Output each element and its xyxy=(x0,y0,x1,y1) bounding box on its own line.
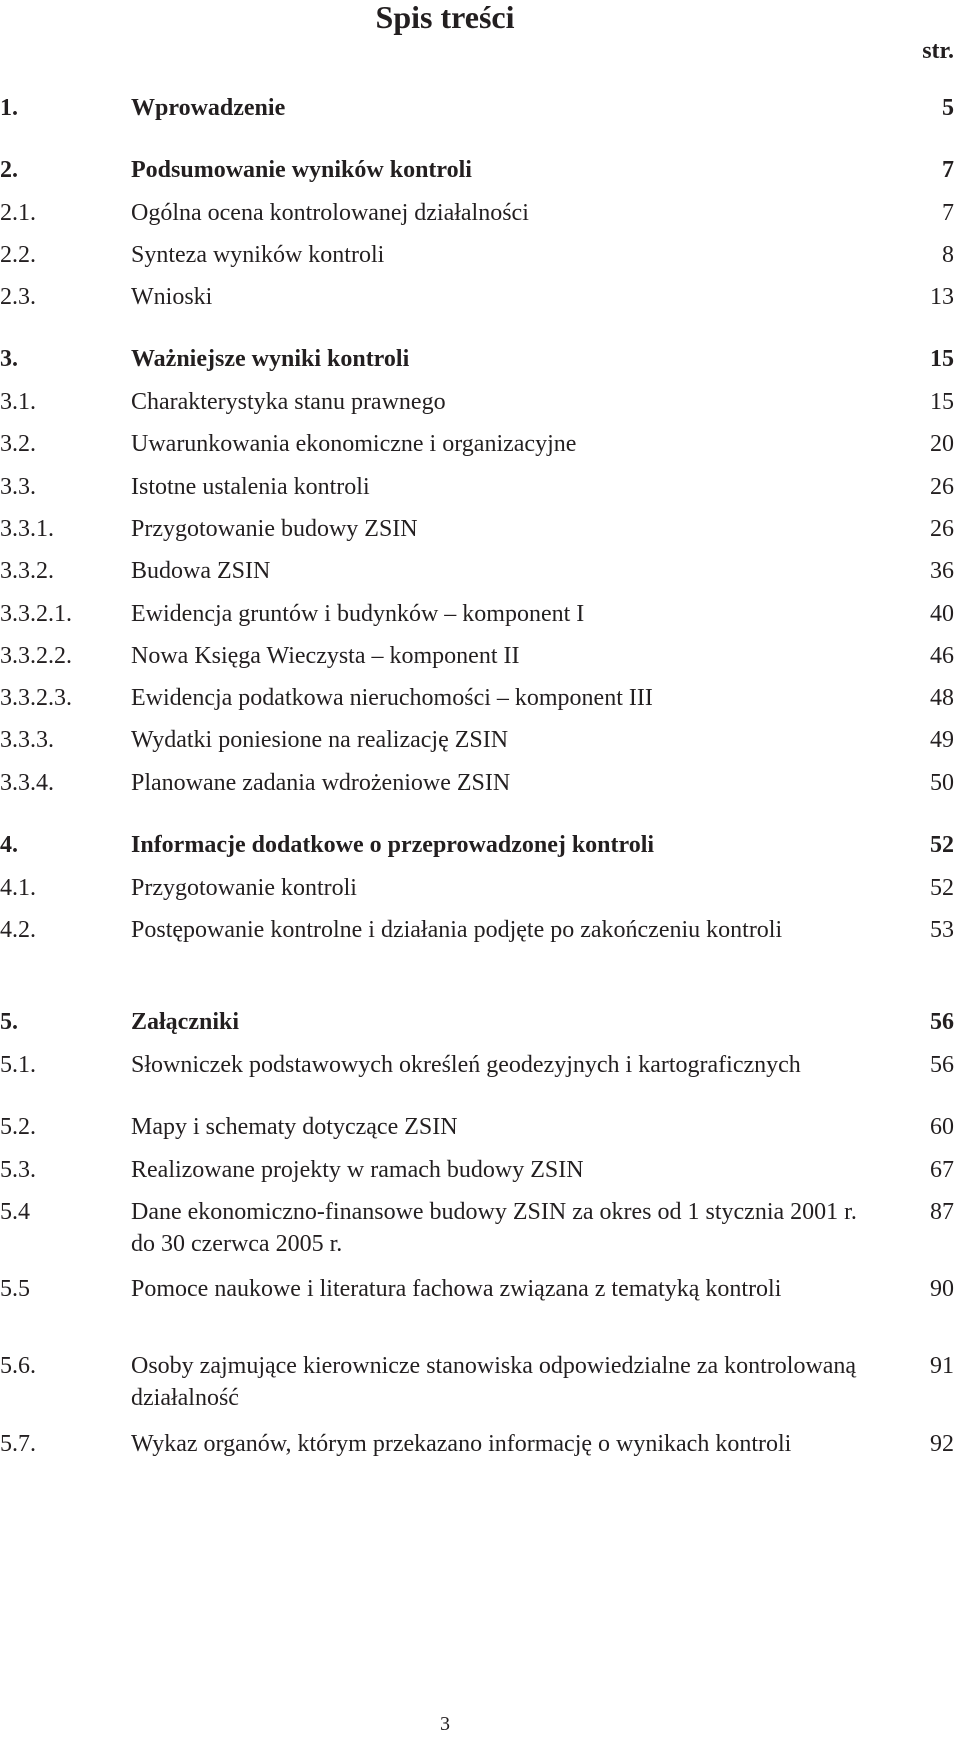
toc-entry-page: 5 xyxy=(942,95,954,121)
toc-entry-page: 13 xyxy=(930,284,954,310)
toc-entry-page: 92 xyxy=(930,1431,954,1457)
toc-entry-number: 4.2. xyxy=(0,917,36,943)
toc-entry-number: 2.1. xyxy=(0,200,36,226)
toc-entry-title: Informacje dodatkowe o przeprowadzonej kontroli xyxy=(131,832,655,858)
toc-entry-title: Słowniczek podstawowych określeń geodezyjnych i kartograficznych xyxy=(131,1052,801,1078)
toc-entry-number: 3.3.4. xyxy=(0,770,54,796)
toc-entry-page: 91 xyxy=(930,1353,954,1379)
toc-entry-title: Realizowane projekty w ramach budowy ZSIN xyxy=(131,1157,584,1183)
toc-entry-title: Ważniejsze wyniki kontroli xyxy=(131,346,410,372)
toc-entry-number: 1. xyxy=(0,95,18,121)
toc-entry-title: Synteza wyników kontroli xyxy=(131,242,385,268)
toc-entry-title: Uwarunkowania ekonomiczne i organizacyjne xyxy=(131,431,577,457)
toc-entry-title: Wprowadzenie xyxy=(131,95,286,121)
toc-entry-page: 20 xyxy=(930,431,954,457)
toc-entry-title: Osoby zajmujące kierownicze stanowiska odpowiedzialne za kontrolowaną działalność xyxy=(131,1353,857,1411)
toc-entry-number: 2.2. xyxy=(0,242,36,268)
toc-entry-number: 5.1. xyxy=(0,1052,36,1078)
toc-entry-page: 15 xyxy=(930,389,954,415)
toc-entry-number: 3.3.3. xyxy=(0,727,54,753)
toc-entry-page: 26 xyxy=(930,474,954,500)
page-number: 3 xyxy=(440,1713,450,1735)
toc-entry-page: 7 xyxy=(942,157,954,183)
toc-entry-page: 56 xyxy=(930,1009,954,1035)
toc-entry-page: 52 xyxy=(930,875,954,901)
toc-entry-page: 50 xyxy=(930,770,954,796)
toc-entry-number: 2. xyxy=(0,157,18,183)
toc-entry-number: 3.3.1. xyxy=(0,516,54,542)
toc-entry-title: Planowane zadania wdrożeniowe ZSIN xyxy=(131,770,511,796)
toc-entry-title: Budowa ZSIN xyxy=(131,558,271,584)
toc-entry-title: Przygotowanie kontroli xyxy=(131,875,357,901)
toc-entry-page: 90 xyxy=(930,1276,954,1302)
toc-entry-title: Wydatki poniesione na realizację ZSIN xyxy=(131,727,509,753)
toc-entry-number: 3.3.2. xyxy=(0,558,54,584)
toc-entry-number: 4.1. xyxy=(0,875,36,901)
toc-entry-title: Mapy i schematy dotyczące ZSIN xyxy=(131,1114,458,1140)
toc-entry-number: 4. xyxy=(0,832,18,858)
toc-entry-number: 5.5 xyxy=(0,1276,30,1302)
toc-entry-page: 49 xyxy=(930,727,954,753)
toc-entry-page: 53 xyxy=(930,917,954,943)
toc-entry-title: Ogólna ocena kontrolowanej działalności xyxy=(131,200,529,226)
toc-entry-number: 3.2. xyxy=(0,431,36,457)
toc-entry-title: Dane ekonomiczno-finansowe budowy ZSIN za okres od 1 stycznia 2001 r. do 30 czerwca 2005 r. xyxy=(131,1199,857,1257)
toc-entry-number: 5.7. xyxy=(0,1431,36,1457)
toc-entry-number: 3.3.2.2. xyxy=(0,643,72,669)
toc-entry-page: 26 xyxy=(930,516,954,542)
toc-entry-page: 48 xyxy=(930,685,954,711)
toc-entry-page: 15 xyxy=(930,346,954,372)
toc-entry-number: 3.3. xyxy=(0,474,36,500)
toc-entry-title: Nowa Księga Wieczysta – komponent II xyxy=(131,643,520,669)
toc-entry-page: 56 xyxy=(930,1052,954,1078)
toc-entry-title: Wnioski xyxy=(131,284,213,310)
toc-entry-page: 67 xyxy=(930,1157,954,1183)
toc-entry-title: Załączniki xyxy=(131,1009,240,1035)
toc-entry-title: Ewidencja podatkowa nieruchomości – komponent III xyxy=(131,685,653,711)
page-column-label: str. xyxy=(922,38,954,64)
toc-entry-title: Pomoce naukowe i literatura fachowa związana z tematyką kontroli xyxy=(131,1276,782,1302)
toc-entry-number: 3.3.2.1. xyxy=(0,601,72,627)
toc-entry-title: Ewidencja gruntów i budynków – komponent I xyxy=(131,601,585,627)
page-title: Spis treści xyxy=(375,0,515,35)
toc-entry-page: 40 xyxy=(930,601,954,627)
toc-entry-page: 8 xyxy=(942,242,954,268)
toc-entry-page: 7 xyxy=(942,200,954,226)
toc-entry-title: Wykaz organów, którym przekazano informację o wynikach kontroli xyxy=(131,1431,792,1457)
toc-entry-title: Postępowanie kontrolne i działania podjęte po zakończeniu kontroli xyxy=(131,917,783,943)
toc-entry-number: 5.4 xyxy=(0,1199,30,1225)
toc-entry-number: 5.2. xyxy=(0,1114,36,1140)
toc-entry-number: 3.3.2.3. xyxy=(0,685,72,711)
toc-entry-title: Podsumowanie wyników kontroli xyxy=(131,157,472,183)
toc-entry-page: 52 xyxy=(930,832,954,858)
toc-entry-number: 5. xyxy=(0,1009,18,1035)
toc-entry-page: 87 xyxy=(930,1199,954,1225)
toc-entry-number: 5.3. xyxy=(0,1157,36,1183)
toc-entry-title: Przygotowanie budowy ZSIN xyxy=(131,516,418,542)
toc-entry-number: 2.3. xyxy=(0,284,36,310)
toc-entry-title: Istotne ustalenia kontroli xyxy=(131,474,370,500)
toc-entry-title: Charakterystyka stanu prawnego xyxy=(131,389,446,415)
toc-entry-number: 3. xyxy=(0,346,18,372)
toc-entry-page: 60 xyxy=(930,1114,954,1140)
toc-entry-page: 46 xyxy=(930,643,954,669)
toc-entry-page: 36 xyxy=(930,558,954,584)
toc-entry-number: 5.6. xyxy=(0,1353,36,1379)
toc-entry-number: 3.1. xyxy=(0,389,36,415)
